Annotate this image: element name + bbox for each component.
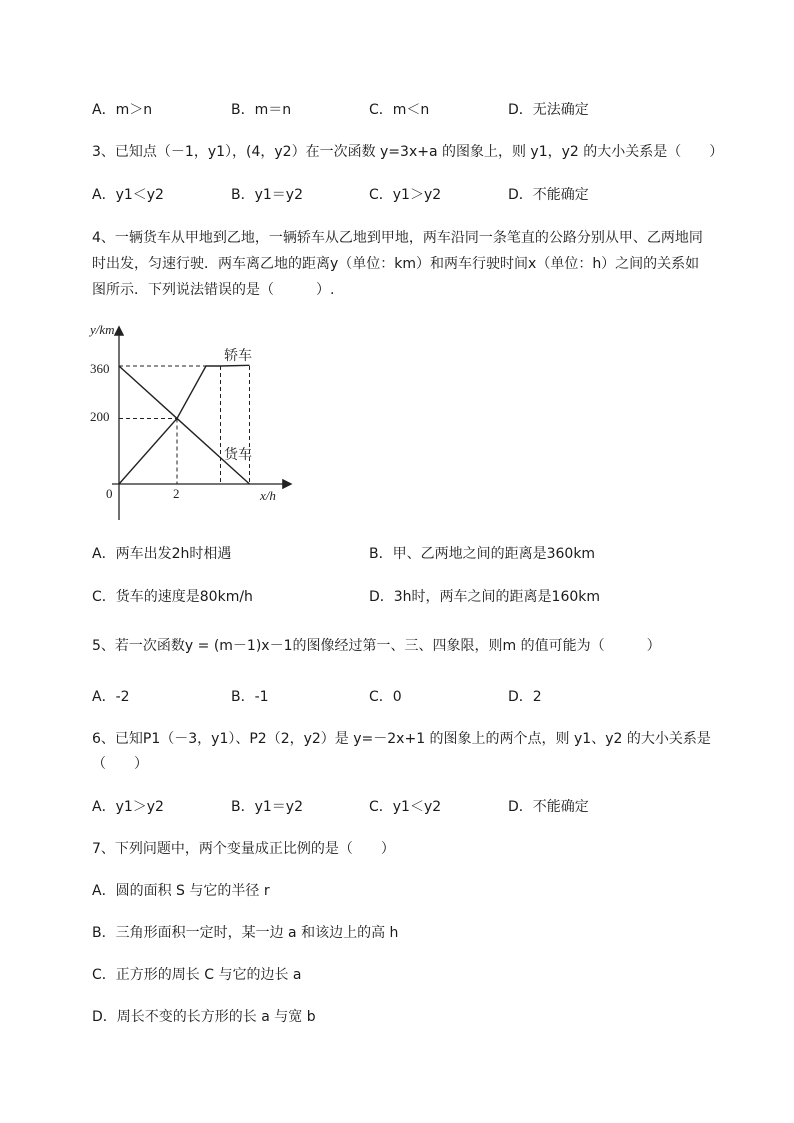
y-tick-200: 200 — [90, 409, 110, 424]
q5-option-b: B．-1 — [231, 689, 269, 705]
q4-option-b: B．甲、乙两地之间的距离是360km — [369, 546, 596, 562]
q6-option-d: D．不能确定 — [508, 799, 589, 815]
q7-option-a: A．圆的面积 S 与它的半径 r — [92, 883, 270, 899]
q2-option-a: A．m＞n — [92, 102, 153, 118]
q4-option-a: A．两车出发2h时相遇 — [92, 546, 232, 562]
q4-option-c: C．货车的速度是80km/h — [92, 589, 253, 605]
q3-option-b: B．y1＝y2 — [231, 187, 303, 203]
q2-option-c: C．m＜n — [369, 102, 430, 118]
q4-stem-line-2: 时出发，匀速行驶．两车离乙地的距离y（单位：km）和两车行驶时间x（单位：h）之间的关系如 — [92, 256, 700, 272]
q7-option-d: D．周长不变的长方形的长 a 与宽 b — [92, 1009, 316, 1025]
q4-option-d: D．3h时，两车之间的距离是160km — [369, 589, 601, 605]
origin-label: 0 — [106, 486, 113, 501]
q7-stem: 7、下列问题中，两个变量成正比例的是（ ） — [92, 841, 395, 857]
q5-option-a: A．-2 — [92, 689, 130, 705]
q5-option-c: C．0 — [369, 689, 402, 705]
y-tick-360: 360 — [90, 361, 110, 376]
series-label-car: 轿车 — [224, 349, 252, 364]
q5-stem: 5、若一次函数y = (m－1)x－1的图像经过第一、三、四象限，则m 的值可能为（ ） — [92, 638, 661, 654]
distance-time-chart — [80, 315, 320, 535]
series-line-car — [119, 366, 221, 484]
series-line-truck — [119, 366, 250, 484]
q2-option-b: B．m＝n — [231, 102, 292, 118]
q6-option-c: C．y1＜y2 — [369, 799, 442, 815]
x-tick-2: 2 — [173, 486, 180, 501]
q6-option-b: B．y1＝y2 — [231, 799, 303, 815]
q3-option-c: C．y1＞y2 — [369, 187, 442, 203]
q3-option-a: A．y1＜y2 — [92, 187, 164, 203]
x-axis-label: x/h — [260, 488, 276, 503]
y-axis-label: y/km — [90, 322, 115, 337]
q3-stem: 3、已知点（－1，y1），(4，y2）在一次函数 y=3x+a 的图象上，则 y1，y2 的大小关系是（ ） — [92, 144, 724, 160]
q2-option-d: D．无法确定 — [508, 102, 589, 118]
q3-option-d: D．不能确定 — [508, 187, 589, 203]
q6-stem: 6、已知P1（－3，y1）、P2（2，y2）是 y=－2x+1 的图象上的两个点，则 y1、y2 的大小关系是 — [92, 731, 711, 747]
q6-stem-line-2: （ ） — [92, 756, 148, 772]
series-line-car-end — [221, 365, 250, 366]
q5-option-d: D．2 — [508, 689, 542, 705]
q6-option-a: A．y1＞y2 — [92, 799, 164, 815]
q7-option-b: B．三角形面积一定时，某一边 a 和该边上的高 h — [92, 925, 399, 941]
q4-stem-line-1: 4、一辆货车从甲地到乙地，一辆轿车从乙地到甲地，两车沿同一条笔直的公路分别从甲、乙两地同 — [92, 230, 703, 246]
series-label-truck: 货车 — [224, 448, 252, 463]
q7-option-c: C．正方形的周长 C 与它的边长 a — [92, 967, 302, 983]
q4-stem-line-3: 图所示．下列说法错误的是（ ）. — [92, 282, 335, 298]
